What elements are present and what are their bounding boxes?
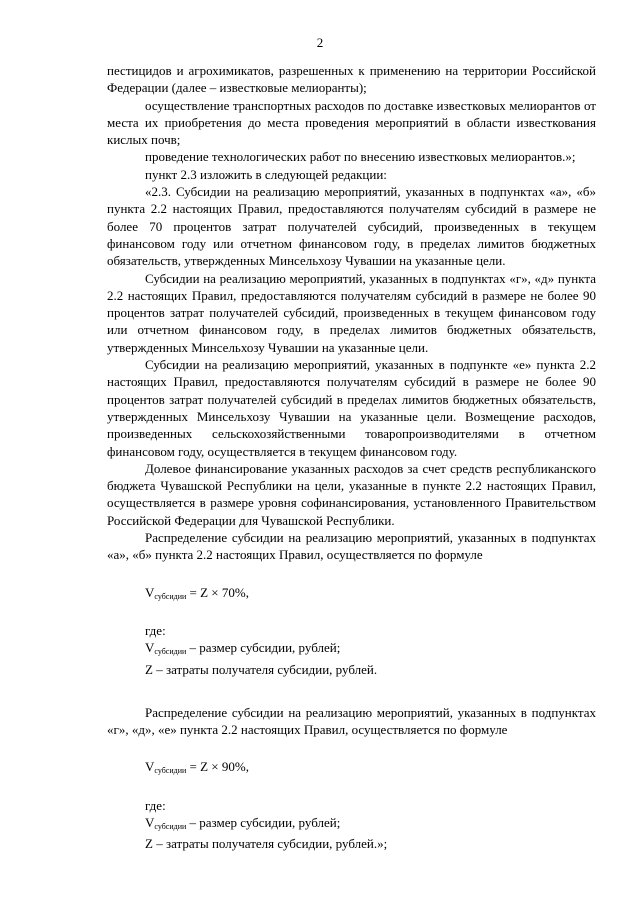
paragraph: Субсидии на реализацию мероприятий, указанных в подпункте «е» пункта 2.2 настоящих Правил, предоставляются получателям субсидий в размере не более 90 процентов затрат получателей субсидий в пределах лимитов бюджетных обязательств, утвержденных Минсельхозу Чувашии на указанные цели. Возмещение расходов, произведенных сельскохозяйственными товаропроизводителями в отчетном финансовом году, осуществляется в текущем финансовом году. <box>107 357 596 459</box>
paragraph: Субсидии на реализацию мероприятий, указанных в подпунктах «г», «д» пункта 2.2 настоящих Правил, предоставляются получателям субсидий в размере не более 90 процентов затрат получателей субсидий, произведенных в текущем финансовом году или отчетном финансовом году, в пределах лимитов бюджетных обязательств, утвержденных Минсельхозу Чувашии на указанные цели. <box>107 270 596 355</box>
document-body <box>107 62 596 853</box>
paragraph: «2.3. Субсидии на реализацию мероприятий, указанных в подпунктах «а», «б» пункта 2.2 настоящих Правил, предоставляются получателям субсидий в размере не более 70 процентов затрат получателей субсидий, произведенных в текущем финансовом году или отчетном финансовом году, в пределах лимитов бюджетных обязательств, утвержденных Минсельхозу Чувашии на указанные цели. <box>107 184 596 269</box>
where-label: где: <box>145 797 166 813</box>
formula-70: $V_{субсидии} = Z \times 70\%$, <box>145 584 249 601</box>
where-label: где: <box>145 622 166 638</box>
paragraph: Распределение субсидии на реализацию мероприятий, указанных в подпунктах «а», «б» пункта 2.2 настоящих Правил, осуществляется по формуле <box>107 530 596 563</box>
paragraph: пестицидов и агрохимикатов, разрешенных к применению на территории Российской Федерации (далее – известковые мелиоранты); <box>107 63 596 96</box>
definition-z: Z – затраты получателя субсидии, рублей.»; <box>145 836 388 852</box>
formula-90: $V_{субсидии} = Z \times 90\%$, <box>145 759 249 776</box>
page-number: 2 <box>316 35 324 50</box>
definition-v: $V_{субсидии}$ – размер субсидии, рублей; <box>145 814 341 831</box>
paragraph: пункт 2.3 изложить в следующей редакции: <box>145 166 387 182</box>
paragraph: Долевое финансирование указанных расходов за счет средств республиканского бюджета Чувашской Республики на цели, указанные в пункте 2.2 настоящих Правил, осуществляется в размере уровня софинансирования, установленного Правительством Российской Федерации для Чувашской Республики. <box>107 460 596 528</box>
paragraph: проведение технологических работ по внесению известковых мелиорантов.»; <box>145 149 576 165</box>
definition-v: $V_{субсидии}$ – размер субсидии, рублей; <box>145 640 341 657</box>
paragraph: осуществление транспортных расходов по доставке известковых мелиорантов от места их приобретения до места проведения мероприятий в области известкования кислых почв; <box>107 97 596 148</box>
paragraph: Распределение субсидии на реализацию мероприятий, указанных в подпунктах «г», «д», «е» пункта 2.2 настоящих Правил, осуществляется по формуле <box>107 704 596 738</box>
definition-z: Z – затраты получателя субсидии, рублей. <box>145 661 378 677</box>
